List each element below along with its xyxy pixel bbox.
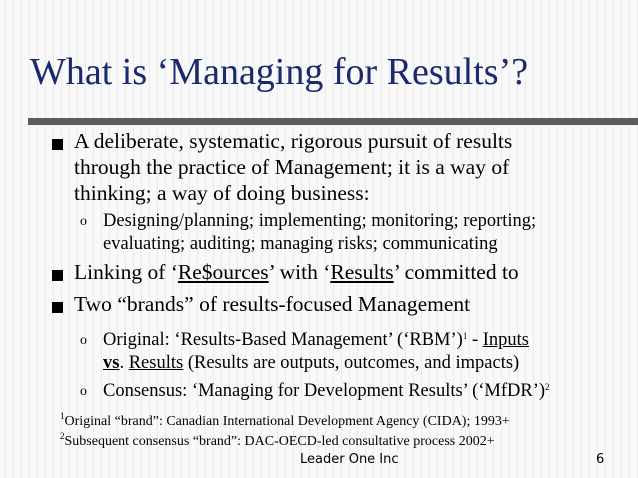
bullet-2-text-b: ’ with ‘ — [268, 260, 331, 284]
square-bullet-icon — [52, 139, 63, 150]
sub-bullet-2-line-2 — [103, 352, 519, 374]
slide-title: What is ‘Managing for Results’? — [30, 51, 529, 93]
footnote-1-marker: 1 — [60, 411, 65, 421]
square-bullet-icon — [52, 270, 63, 281]
resources-underlined: Re$ources — [177, 260, 269, 284]
results-definition: (Results are outputs, outcomes, and impacts) — [183, 353, 520, 373]
circle-bullet-icon: o — [80, 214, 87, 229]
bullet-1-line-2: through the practice of Management; it is a way of — [74, 155, 510, 179]
circle-bullet-icon: o — [80, 384, 87, 399]
page-number: 6 — [596, 452, 605, 467]
bullet-2 — [74, 259, 519, 285]
sub-bullet-1-line-2: evaluating; auditing; managing risks; communicating — [103, 234, 498, 254]
bullet-2-text-c: ’ committed to — [393, 260, 519, 284]
bullet-3: Two “brands” of results-focused Management — [74, 292, 471, 316]
footnote-2-marker: 2 — [60, 431, 65, 441]
sub-bullet-3 — [103, 380, 550, 402]
footer-company: Leader One Inc — [300, 452, 399, 467]
results-underlined-2: Results — [128, 353, 184, 373]
footnote-2 — [60, 431, 495, 450]
results-underlined: Results — [330, 260, 394, 284]
bullet-1-line-1: A deliberate, systematic, rigorous pursuit of results — [74, 129, 513, 153]
rbm-text: Original: ‘Results-Based Management’ (‘RBM’) — [103, 330, 463, 350]
sub-bullet-2-line-1 — [103, 329, 529, 351]
period-text: . — [119, 353, 129, 373]
footnote-1 — [60, 411, 510, 430]
mfdr-text: Consensus: ‘Managing for Development Results’ (‘MfDR’) — [103, 381, 546, 401]
dash-text: - — [467, 330, 483, 350]
footnote-2-text: Subsequent consensus “brand”: DAC-OECD-led consultative process 2002+ — [64, 434, 495, 449]
vs-underlined: vs — [103, 353, 120, 373]
footnote-ref-2: 2 — [545, 382, 550, 392]
circle-bullet-icon: o — [80, 333, 87, 348]
square-bullet-icon — [52, 302, 63, 313]
bullet-2-text-a: Linking of ‘ — [74, 260, 178, 284]
inputs-underlined: Inputs — [482, 330, 529, 350]
sub-bullet-1-line-1: Designing/planning; implementing; monitoring; reporting; — [103, 211, 537, 231]
footnote-ref-1: 1 — [462, 331, 468, 341]
footnote-1-text: Original “brand”: Canadian International Development Agency (CIDA); 1993+ — [64, 414, 510, 429]
bullet-1-line-3: thinking; a way of doing business: — [74, 181, 370, 205]
